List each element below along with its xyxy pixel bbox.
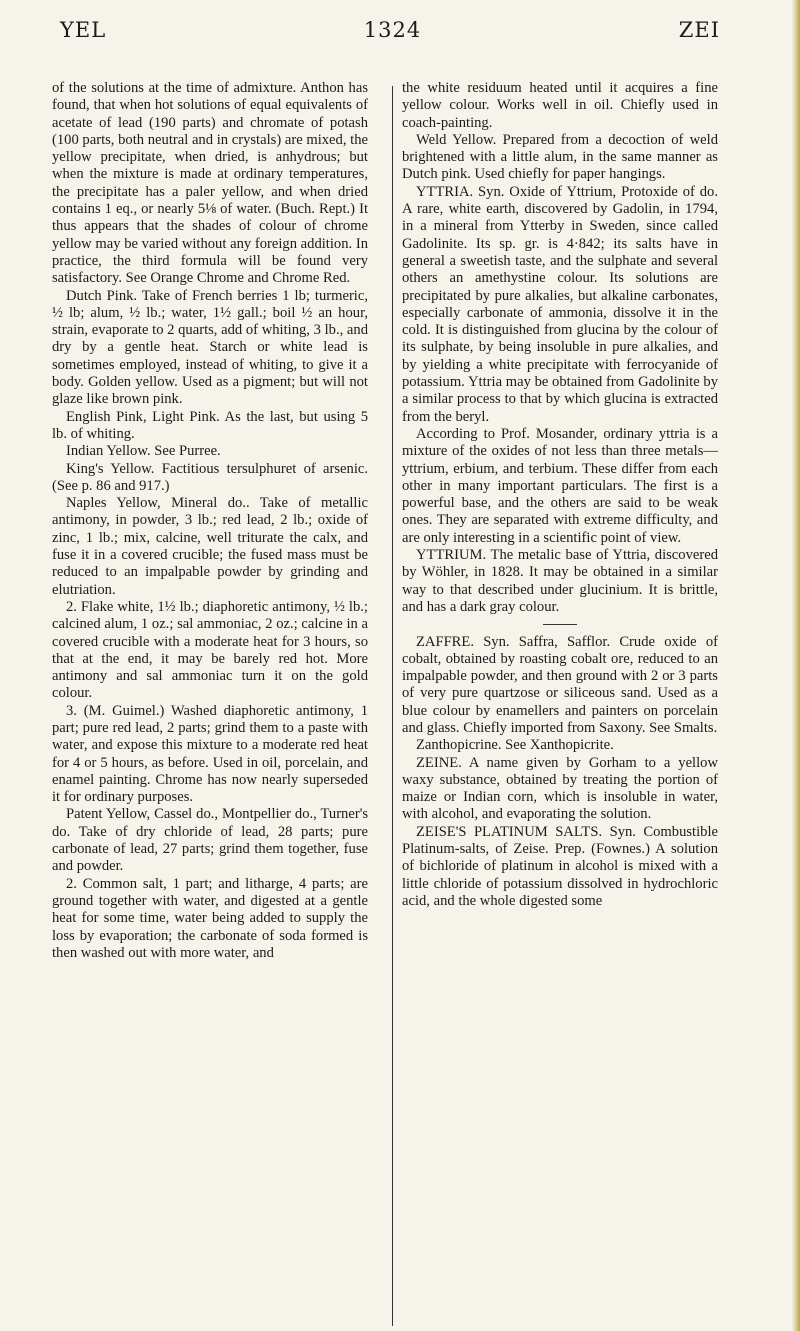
header-left-word: YEL <box>60 18 107 42</box>
paragraph: YTTRIUM. The metalic base of Yttria, discovered by Wöhler, in 1828. It may be obtained in a similar way to that described under glucinium. It is brittle, and has a dark gray colour. <box>402 547 718 615</box>
right-column <box>402 80 718 910</box>
page-edge <box>792 0 800 1331</box>
paragraph: Naples Yellow, Mineral do.. Take of metallic antimony, in powder, 3 lb.; red lead, 2 lb.; oxide of zinc, 1 lb.; mix, calcine, well triturate the calx, and fuse it in a covered crucible; the fused mass must be reduced to an impalpable powder by grinding and elutriation. <box>52 495 368 598</box>
paragraph: English Pink, Light Pink. As the last, but using 5 lb. of whiting. <box>52 408 368 442</box>
paragraph: Zanthopicrine. See Xanthopicrite. <box>416 737 614 754</box>
paragraph: ZEINE. A name given by Gorham to a yellow waxy substance, obtained by treating the portion of maize or Indian corn, which is insoluble in water, with alcohol, and evaporating the solution. <box>402 754 718 823</box>
column-divider <box>392 86 393 1326</box>
paragraph: 3. (M. Guimel.) Washed diaphoretic antimony, 1 part; pure red lead, 2 parts; grind them to a paste with water, and expose this mixture to a moderate red heat for 4 or 5 hours, as before. Used in oil, porcelain, and enamel painting. Chrome has now nearly superseded it for ordinary purposes. <box>52 702 368 806</box>
paragraph: the white residuum heated until it acquires a fine yellow colour. Works well in oil. Chiefly used in coach-painting. <box>402 80 718 131</box>
paragraph: Dutch Pink. Take of French berries 1 lb; turmeric, ½ lb; alum, ½ lb.; water, 1½ gall.; boil ½ an hour, strain, evaporate to 2 quarts, add of whiting, 3 lb., and dry by a gentle heat. Starch or white lead is sometimes employed, instead of whiting, to give it a body. Golden yellow. Used as a pigment; but will not glaze like brown pink. <box>52 287 368 408</box>
paragraph: ZAFFRE. Syn. Saffra, Safflor. Crude oxide of cobalt, obtained by roasting cobalt ore, reduced to an impalpable powder, and then ground with 2 or 3 parts of very pure quartzose or siliceous sand. Used as a blue colour by enamellers and painters on porcelain and glass. Chiefly imported from Saxony. See Smalts. <box>402 633 718 736</box>
paragraph: According to Prof. Mosander, ordinary yttria is a mixture of the oxides of not less than three metals—yttrium, erbium, and terbium. These differ from each other in many important particulars. The first is a powerful base, and the others are said to be weak ones. They are separated with extreme difficulty, and are only interesting in a scientific point of view. <box>402 425 718 546</box>
paragraph: Patent Yellow, Cassel do., Montpellier do., Turner's do. Take of dry chloride of lead, 28 parts; pure carbonate of lead, 27 parts; grind them together, fuse and powder. <box>52 806 368 875</box>
paragraph: of the solutions at the time of admixture. Anthon has found, that when hot solutions of equal equivalents of acetate of lead (190 parts) and chromate of potash (100 parts, both neutral and in crystals) are mixed, the yellow precipitate, when dried, is anhydrous; but when the mixture is made at ordinary temperatures, the precipitate has a paler yellow, and when dried contains 1 eq., or nearly 5⅛ of water. (Buch. Rept.) It thus appears that the shades of colour of chrome yellow may be varied without any foreign addition. In practice, the third formula will be found very satisfactory. See Orange Chrome and Chrome Red. <box>52 80 368 287</box>
paragraph: Indian Yellow. See Purree. <box>66 443 221 460</box>
running-header <box>60 18 720 42</box>
paragraph: 2. Flake white, 1½ lb.; diaphoretic antimony, ½ lb.; calcined alum, 1 oz.; sal ammoniac, 2 oz.; calcine in a covered crucible with a moderate heat for 3 hours, so that at the end, it may be barely red hot. More antimony and sal ammoniac turn it on the gold colour. <box>52 598 368 702</box>
paragraph: YTTRIA. Syn. Oxide of Yttrium, Protoxide of do. A rare, white earth, discovered by Gadolin, in 1794, in a mineral from Ytterby in Sweden, since called Gadolinite. Its sp. gr. is 4·842; its salts have in general a sweetish taste, and the sulphate and several others an amethystine colour. Its solutions are precipitated by pure alkalies, but alkaline carbonates, especially carbonate of ammonia, dissolve it in the cold. It is distinguished from glucina by the colour of its sulphate, by being insoluble in pure alkalies, and by yielding a white precipitate with ferrocyanide of potassium. Yttria may be obtained from Gadolinite by a similar process to that by which glucina is extracted from the beryl. <box>402 183 718 425</box>
page-number: 1324 <box>363 18 422 42</box>
paragraph: King's Yellow. Factitious tersulphuret of arsenic. (See p. 86 and 917.) <box>52 460 368 494</box>
paragraph: 2. Common salt, 1 part; and litharge, 4 parts; are ground together with water, and digested at a gentle heat for some time, water being added to supply the loss by evaporation; the carbonate of soda formed is then washed out with more water, and <box>52 875 368 961</box>
paragraph: Weld Yellow. Prepared from a decoction of weld brightened with a little alum, in the same manner as Dutch pink. Used chiefly for paper hangings. <box>402 131 718 183</box>
paragraph: ZEISE'S PLATINUM SALTS. Syn. Combustible Platinum-salts, of Zeise. Prep. (Fownes.) A solution of bichloride of platinum in alcohol is mixed with a little chloride of potassium dissolved in hydrochloric acid, and the whole digested some <box>402 823 718 909</box>
section-separator <box>402 616 718 633</box>
header-right-word: ZEI <box>678 18 720 42</box>
left-column <box>52 80 368 962</box>
